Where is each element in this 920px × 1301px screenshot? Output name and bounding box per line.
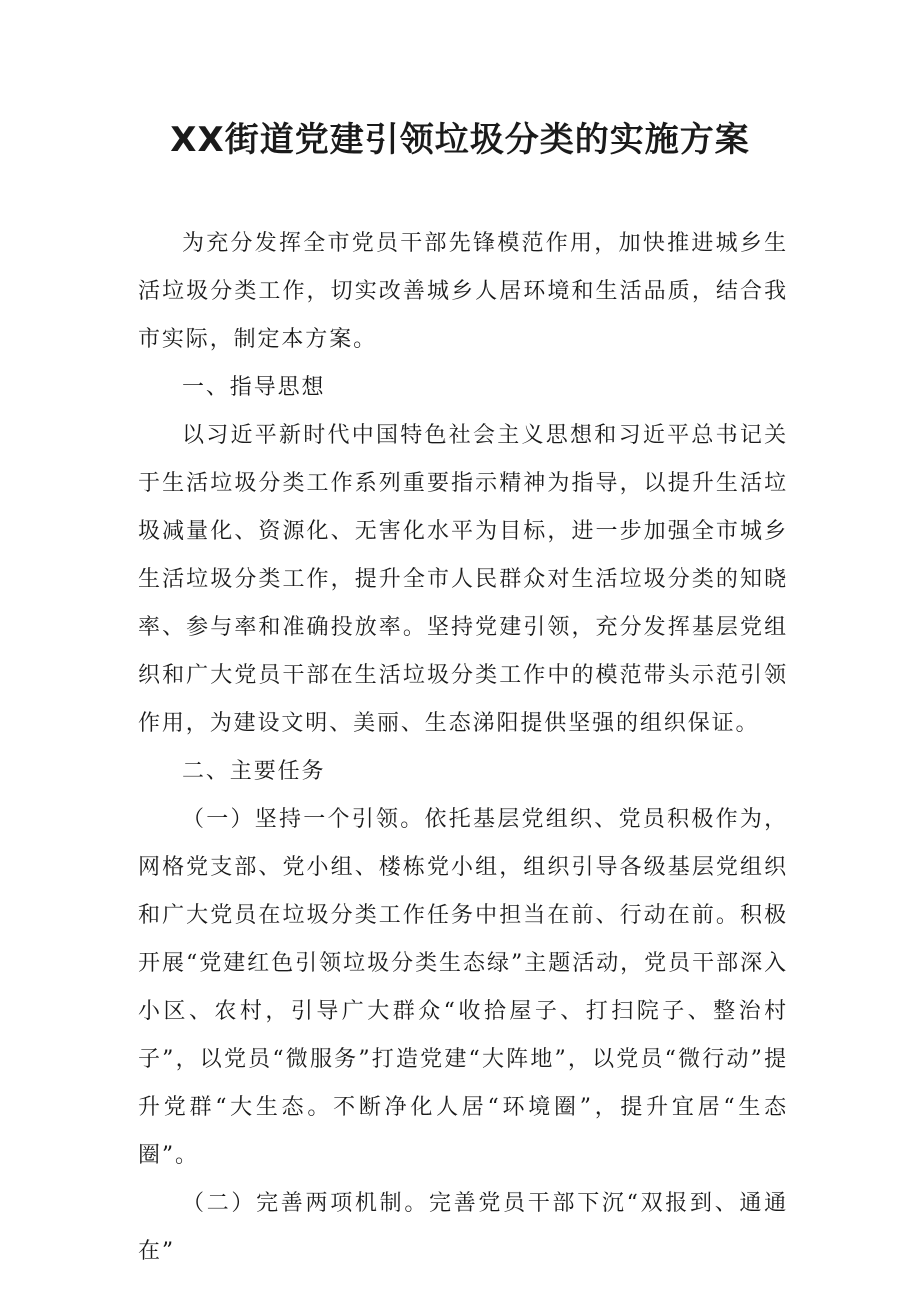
task-two-paragraph: （二）完善两项机制。完善党员干部下沉“双报到、通通在” (138, 1191, 788, 1264)
section-heading-guiding-ideology: 一、指导思想 (182, 375, 326, 400)
document-title: XX街道党建引领垃圾分类的实施方案 (170, 120, 750, 160)
intro-paragraph: 为充分发挥全市党员干部先锋模范作用，加快推进城乡生活垃圾分类工作，切实改善城乡人居环境和生活品质，结合我市实际，制定本方案。 (138, 231, 788, 352)
task-one-paragraph: （一）坚持一个引领。依托基层党组织、党员积极作为，网格党支部、党小组、楼栋党小组，组织引导各级基层党组织和广大党员在垃圾分类工作任务中担当在前、行动在前。积极开展“党建红色引领垃圾分类生态绿”主题活动，党员干部深入小区、农村，引导广大群众“收拾屋子、打扫院子、整治村子”，以党员“微服务”打造党建“大阵地”，以党员“微行动”提升党群“大生态。不断净化人居“环境圈”，提升宜居“生态圈”。 (138, 807, 788, 1168)
guiding-ideology-paragraph: 以习近平新时代中国特色社会主义思想和习近平总书记关于生活垃圾分类工作系列重要指示精神为指导，以提升生活垃圾减量化、资源化、无害化水平为目标，进一步加强全市城乡生活垃圾分类工作，提升全市人民群众对生活垃圾分类的知晓率、参与率和准确投放率。坚持党建引领，充分发挥基层党组织和广大党员干部在生活垃圾分类工作中的模范带头示范引领作用，为建设文明、美丽、生态涕阳提供坚强的组织保证。 (138, 423, 788, 736)
document-body (138, 220, 788, 1276)
section-heading-main-tasks: 二、主要任务 (182, 759, 326, 784)
